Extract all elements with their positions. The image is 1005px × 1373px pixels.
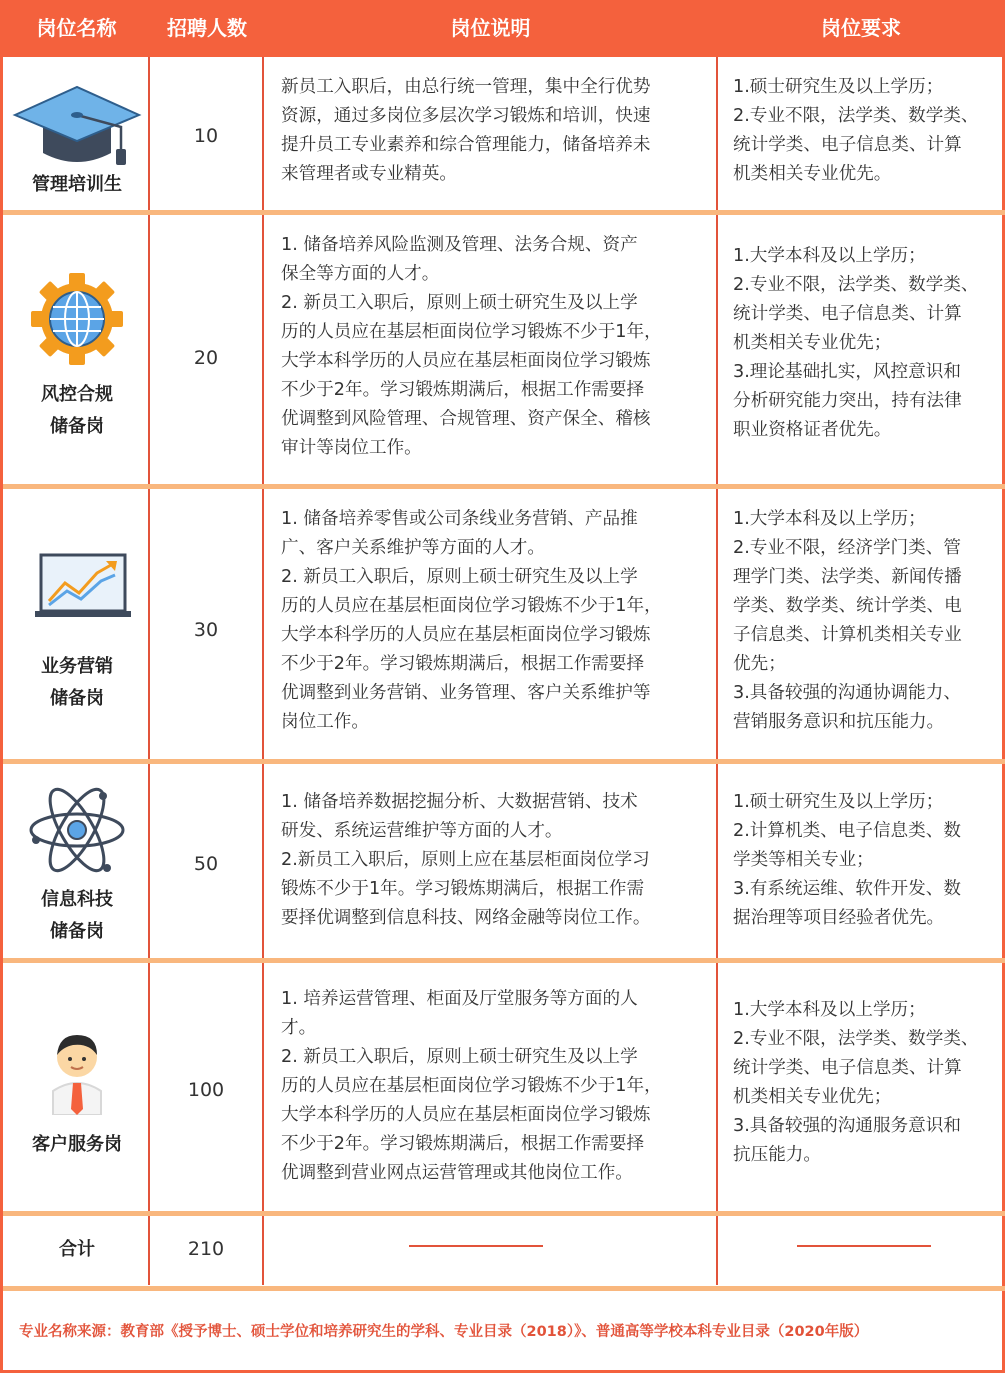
position-requirements: 1.大学本科及以上学历； 2.专业不限，法学类、数学类、 统计学类、电子信息类、计算 机类相关专业优先； 3.具备较强的沟通服务意识和 抗压能力。 <box>733 1000 979 1165</box>
total-label-text: 合计 <box>59 1239 95 1260</box>
total-row <box>3 1216 1005 1286</box>
position-description: 1. 储备培养数据挖掘分析、大数据营销、技术 研发、系统运营维护等方面的人才。 2.新员工入职后，原则上应在基层柜面岗位学习 锻炼不少于1年。学习锻炼期满后，根据工作需 要择优调整到信息科技、网络金融等岗位工作。 <box>281 792 651 928</box>
position-name <box>6 884 148 948</box>
table-row <box>3 215 1005 484</box>
total-label <box>6 1234 148 1266</box>
source-footnote: 专业名称来源：教育部《授予博士、硕士学位和培养研究生的学科、专业目录（2018）》、普通高等学校本科专业目录（2020年版） <box>19 1324 869 1340</box>
position-name <box>6 651 148 715</box>
table-row <box>3 963 1005 1211</box>
position-name-line: 管理培训生 <box>32 174 122 195</box>
position-name <box>6 379 148 443</box>
hiring-count: 50 <box>193 853 219 875</box>
table-row <box>3 489 1005 759</box>
position-name-line: 风控合规 <box>41 384 113 405</box>
position-requirements: 1.硕士研究生及以上学历； 2.计算机类、电子信息类、数 学类等相关专业； 3.有系统运维、软件开发、数 据治理等项目经验者优先。 <box>733 792 961 928</box>
atom-icon <box>3 782 151 878</box>
hiring-count: 10 <box>193 125 219 147</box>
position-name-line: 储备岗 <box>50 416 104 437</box>
position-description: 1. 培养运营管理、柜面及厅堂服务等方面的人 才。 2. 新员工入职后，原则上硕士研究生及以上学 历的人员应在基层柜面岗位学习锻炼不少于1年， 大学本科学历的人员应在基层柜面岗位学习锻炼 不少于2年。学习锻炼期满后，根据工作需要择 优调整到营业网点运营管理或其他岗位工作。 <box>281 989 662 1183</box>
customer-person-icon <box>3 1029 151 1115</box>
position-requirements: 1.硕士研究生及以上学历； 2.专业不限，法学类、数学类、 统计学类、电子信息类、计算 机类相关专业优先。 <box>733 77 979 184</box>
position-name-line: 储备岗 <box>50 921 104 942</box>
hiring-count: 30 <box>193 619 219 641</box>
position-name-line: 信息科技 <box>41 889 113 910</box>
position-description: 1. 储备培养零售或公司条线业务营销、产品推 广、客户关系维护等方面的人才。 2. 新员工入职后，原则上硕士研究生及以上学 历的人员应在基层柜面岗位学习锻炼不少于1年， 大学本科学历的人员应在基层柜面岗位学习锻炼 不少于2年。学习锻炼期满后，根据工作需要择 优调整到业务营销、业务管理、客户关系维护等 岗位工作。 <box>281 509 662 732</box>
empty-dash <box>797 1245 931 1247</box>
gear-globe-icon <box>3 271 151 367</box>
position-name <box>6 1129 148 1161</box>
row-separator <box>3 1286 1005 1291</box>
table-row <box>3 764 1005 958</box>
table-header <box>3 0 1005 57</box>
header-position-name: 岗位名称 <box>36 16 117 40</box>
total-count: 210 <box>187 1238 225 1260</box>
graduation-cap-icon <box>3 75 151 175</box>
chart-monitor-icon <box>3 553 151 623</box>
hiring-count: 100 <box>187 1079 225 1101</box>
position-name <box>6 169 148 201</box>
position-description: 1. 储备培养风险监测及管理、法务合规、资产 保全等方面的人才。 2. 新员工入职后，原则上硕士研究生及以上学 历的人员应在基层柜面岗位学习锻炼不少于1年， 大学本科学历的人员应在基层柜面岗位学习锻炼 不少于2年。学习锻炼期满后，根据工作需要择 优调整到风险管理、合规管理、资产保全、稽核 审计等岗位工作。 <box>281 235 662 458</box>
position-description: 新员工入职后，由总行统一管理，集中全行优势 资源，通过多岗位多层次学习锻炼和培训，快速 提升员工专业素养和综合管理能力，储备培养未 来管理者或专业精英。 <box>281 77 651 184</box>
position-requirements: 1.大学本科及以上学历； 2.专业不限，经济学门类、管 理学门类、法学类、新闻传播 学类、数学类、统计学类、电 子信息类、计算机类相关专业 优先； 3.具备较强的沟通协调能力、 营销服务意识和抗压能力。 <box>733 509 962 732</box>
empty-dash <box>409 1245 543 1247</box>
header-hiring-count: 招聘人数 <box>167 16 247 40</box>
position-name-line: 客户服务岗 <box>32 1134 122 1155</box>
header-requirements: 岗位要求 <box>821 16 901 40</box>
position-requirements: 1.大学本科及以上学历； 2.专业不限，法学类、数学类、 统计学类、电子信息类、计算 机类相关专业优先； 3.理论基础扎实，风控意识和 分析研究能力突出，持有法律 职业资格证者优先。 <box>733 246 979 440</box>
table-row <box>3 57 1005 210</box>
position-name-line: 业务营销 <box>41 656 113 677</box>
position-name-line: 储备岗 <box>50 688 104 709</box>
header-description: 岗位说明 <box>450 16 531 40</box>
hiring-count: 20 <box>193 347 219 369</box>
